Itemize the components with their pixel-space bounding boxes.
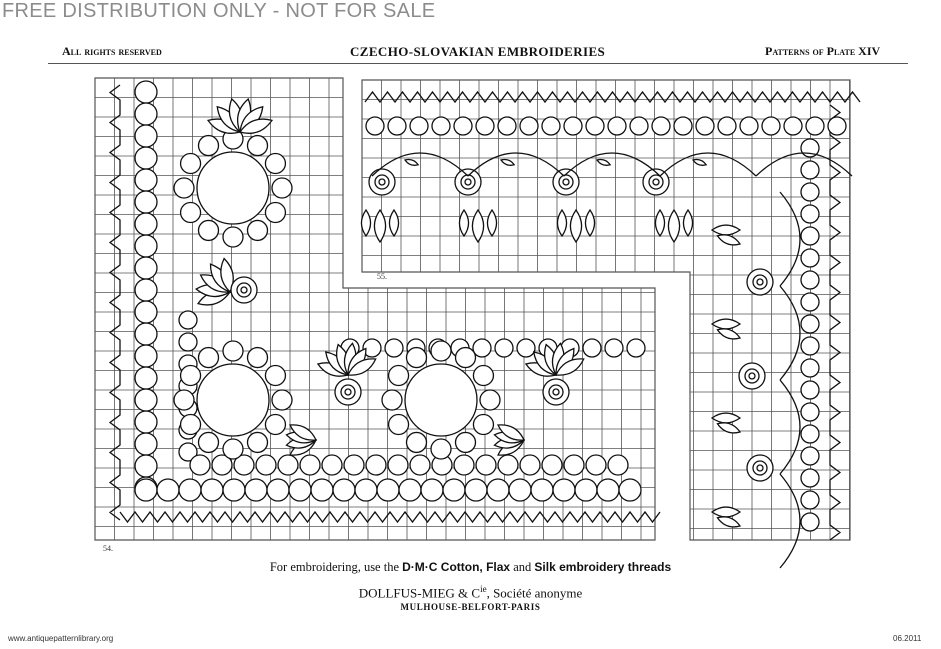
- header-rights: All rights reserved: [62, 44, 162, 58]
- figure-number-55: 55.: [377, 272, 387, 281]
- watermark-text: FREE DISTRIBUTION ONLY - NOT FOR SALE: [2, 0, 436, 22]
- footer-thread-note: [0, 560, 941, 575]
- footer-company: [0, 584, 941, 601]
- footer-silk: Silk embroidery threads: [534, 560, 672, 574]
- company-sup: ie: [480, 584, 487, 594]
- figure-number-54: 54.: [103, 544, 113, 553]
- footer-cities: MULHOUSE-BELFORT-PARIS: [400, 602, 541, 612]
- date-stamp: 06.2011: [893, 634, 922, 643]
- company-name: DOLLFUS-MIEG & C: [358, 585, 481, 601]
- footer-prefix: For embroidering, use the: [269, 560, 399, 574]
- footer-brand: D·M·C Cotton, Flax: [402, 560, 511, 574]
- footer-and: and: [513, 560, 532, 574]
- header-plate: Patterns of Plate XIV: [765, 44, 881, 58]
- site-url: www.antiquepatternlibrary.org: [8, 634, 114, 643]
- header-title: CZECHO-SLOVAKIAN EMBROIDERIES: [350, 44, 606, 59]
- company-suffix: , Société anonyme: [486, 585, 583, 601]
